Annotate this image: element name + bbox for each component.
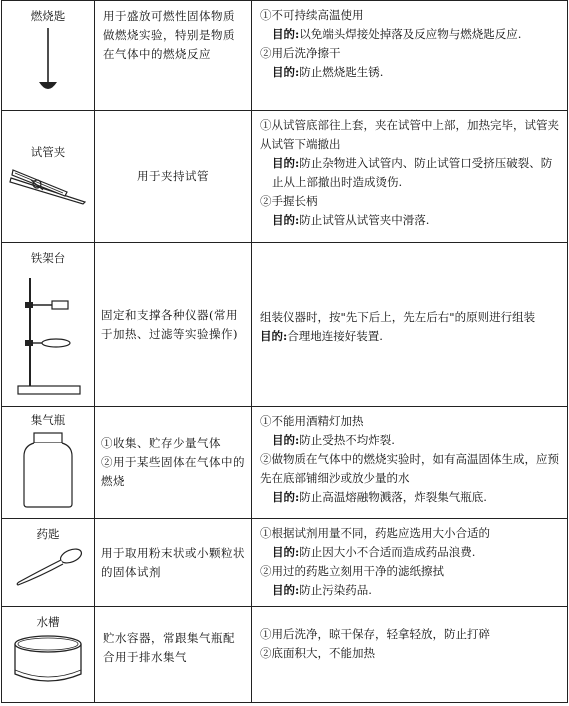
apparatus-cell [2,407,95,519]
apparatus-name: 水槽 [36,615,60,629]
note-text: ②用后洗净擦干 [260,46,341,60]
apparatus-table [1,0,568,703]
notes-cell [252,519,568,607]
notes-cell [252,1,568,111]
goal-text: 防止污染药品. [299,583,372,597]
goal-label: 目的: [272,545,300,559]
goal-label: 目的: [272,65,300,79]
apparatus-cell [2,111,95,243]
note-text: ②用过的药匙立刻用干净的滤纸擦拭 [260,564,444,578]
medicine-spoon-icon [11,544,85,588]
note-text: ②手握长柄 [260,194,318,208]
goal-label: 目的: [272,490,300,504]
note-text: ②做物质在气体中的燃烧实验时，如有高温固体生成，应预先在底部铺细沙或放少量的水 [260,452,559,485]
test-tube-clamp-icon [7,162,89,206]
apparatus-name: 集气瓶 [30,413,66,427]
goal-label: 目的: [272,433,300,447]
goal-text: 以免端头焊接处掉落及反应物与燃烧匙反应. [299,27,522,41]
note-text: ①不能用酒精灯加热 [260,414,364,428]
notes-cell [252,111,568,243]
table-row [2,519,568,607]
use-cell [95,407,252,519]
use-cell: 用于夹持试管 [95,111,252,243]
note-text: ②底面积大，不能加热 [260,646,375,660]
goal-label: 目的: [260,329,288,343]
apparatus-cell [2,607,95,703]
goal-text: 防止受热不均炸裂. [299,433,395,447]
goal-label: 目的: [272,583,300,597]
apparatus-name: 药匙 [36,527,60,541]
goal-label: 目的: [272,213,300,227]
notes-cell [252,407,568,519]
table-row [2,407,568,519]
notes-cell [252,607,568,703]
use-cell: 固定和支撑各种仪器(常用于加热、过滤等实验操作) [95,243,252,407]
use-cell: 贮水容器，常跟集气瓶配合用于排水集气 [95,607,252,703]
goal-label: 目的: [272,27,300,41]
use-item: ②用于某些固体在气体中的燃烧 [101,455,245,488]
note-text: 组装仪器时，按"先下后上，先左后右"的原则进行组装 [260,310,536,324]
apparatus-name: 铁架台 [30,251,66,265]
apparatus-name: 燃烧匙 [30,9,66,23]
goal-text: 防止试管从试管夹中滑落. [299,213,430,227]
table-row [2,243,568,407]
apparatus-name: 试管夹 [30,145,66,159]
gas-bottle-icon [20,430,76,510]
goal-text: 合理地连接好装置. [287,329,383,343]
use-cell: 用于盛放可燃性固体物质做燃烧实验，特别是物质在气体中的燃烧反应 [95,1,252,111]
note-text: ①从试管底部往上套，夹在试管中上部，加热完毕，试管夹从试管下端撤出 [260,118,559,151]
iron-stand-icon [10,268,86,398]
note-text: ①不可持续高温使用 [260,8,364,22]
table-row [2,111,568,243]
table-row [2,607,568,703]
goal-text: 防止因大小不合适而造成药品浪费. [299,545,476,559]
combustion-spoon-icon [28,26,68,98]
notes-cell [252,243,568,407]
use-cell: 用于取用粉末状或小颗粒状的固体试剂 [95,519,252,607]
goal-text: 防止燃烧匙生锈. [299,65,384,79]
water-trough-icon [11,632,85,688]
note-text: ①用后洗净，晾干保存，轻拿轻放，防止打碎 [260,627,490,641]
use-item: ①收集、贮存少量气体 [101,436,221,450]
apparatus-cell [2,1,95,111]
apparatus-cell [2,243,95,407]
goal-text: 防止杂物进入试管内、防止试管口受挤压破裂、防止从上部撤出时造成烫伤. [272,156,553,189]
note-text: ①根据试剂用量不同，药匙应选用大小合适的 [260,526,490,540]
table-row [2,1,568,111]
apparatus-cell [2,519,95,607]
goal-label: 目的: [272,156,300,170]
goal-text: 防止高温熔融物溅落，炸裂集气瓶底. [299,490,487,504]
